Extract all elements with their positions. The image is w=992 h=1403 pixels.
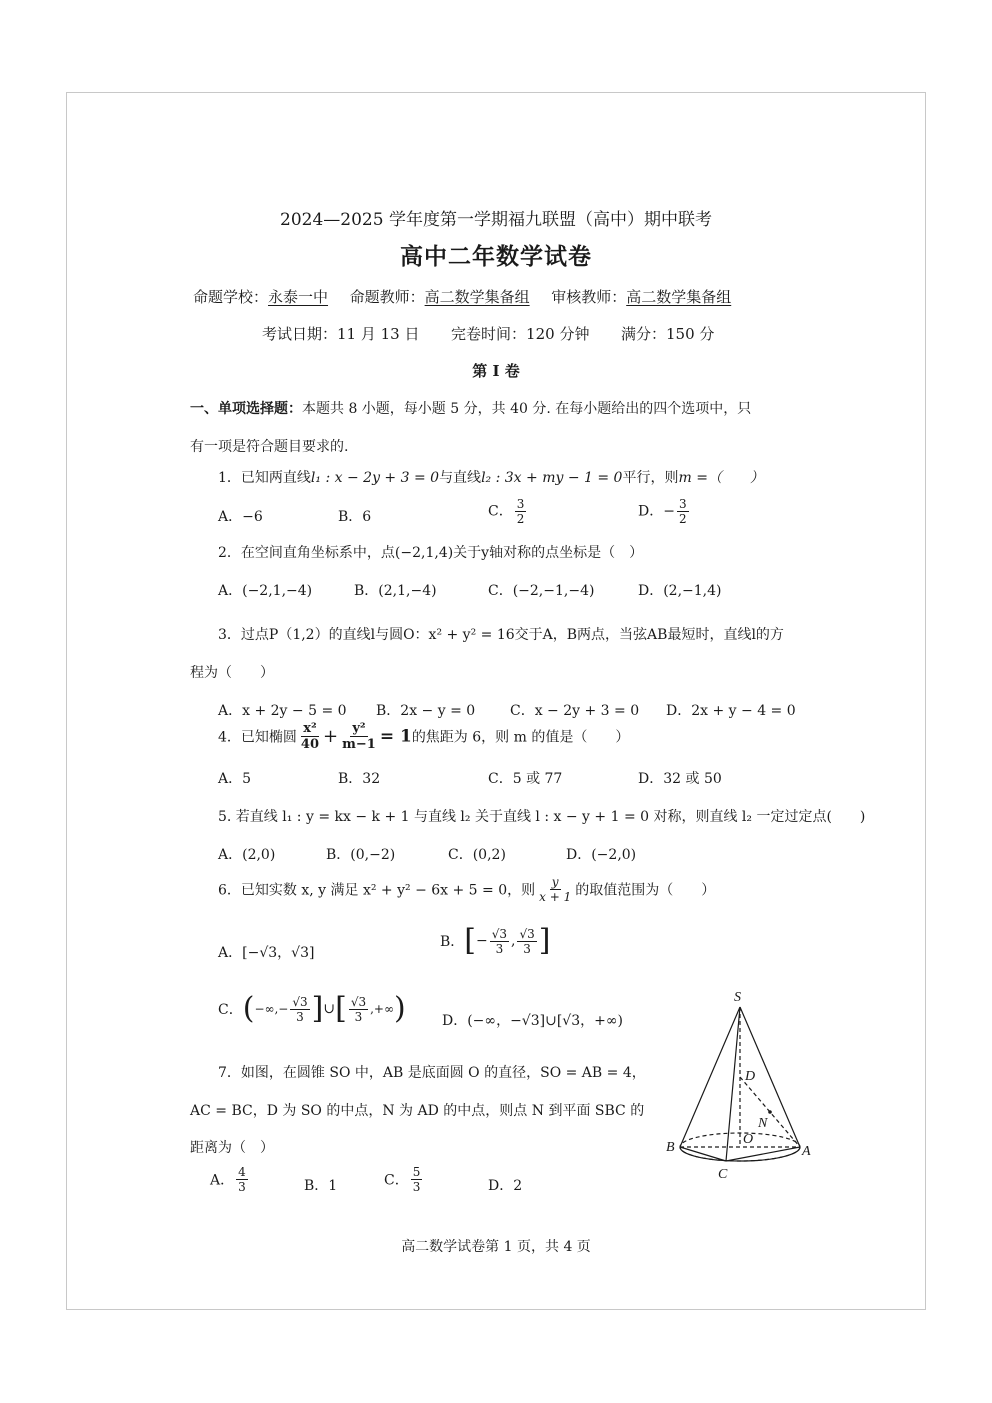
q4-option-c: C．5 或 77 (488, 771, 563, 787)
q1-c-fraction (515, 498, 527, 525)
q1-ask: m =（ ） (678, 470, 764, 486)
q3-option-c: C．x − 2y + 3 = 0 (510, 703, 640, 719)
question-1 (218, 467, 764, 487)
q1-d-num: 3 (678, 497, 687, 511)
q7-option-c (384, 1166, 424, 1193)
q4-plus: + (323, 726, 339, 747)
question-4 (218, 722, 629, 751)
section-title: 一、单项选择题： (190, 401, 302, 417)
q6-text-b: 的取值范围为（ ） (575, 882, 716, 899)
q7-a-fraction (236, 1166, 248, 1193)
q7-c-label: C． (384, 1172, 409, 1189)
q6-c-left: −∞,− (254, 1002, 289, 1016)
q6-c-rbracket: ] (311, 991, 324, 1026)
q5-option-b: B．(0,−2) (326, 847, 396, 863)
q1-option-c (488, 498, 528, 525)
q3-option-d: D．2x + y − 4 = 0 (666, 703, 796, 719)
q2-option-a: A．(−2,1,−4) (218, 583, 313, 599)
q4-f2-den: m−1 (342, 737, 376, 752)
q6-c-lparen: ( (242, 991, 255, 1026)
q1-c-num: 3 (516, 497, 525, 511)
q1-line1: l₁ : x − 2y + 3 = 0 (310, 470, 440, 486)
q6-f-num: y (551, 875, 559, 889)
q1-c-den: 2 (516, 512, 525, 526)
q6-option-a (218, 942, 314, 962)
edge-SB (680, 1007, 740, 1147)
q7-a-den: 3 (238, 1180, 246, 1194)
q1-text-c: 平行，则 (622, 470, 679, 486)
teacher-label: 命题教师： (349, 288, 425, 306)
exam-meta (262, 323, 714, 344)
volume-title: 第 I 卷 (472, 362, 520, 380)
q6-c-n2: √3 (350, 994, 367, 1009)
q6-b-lbracket: [ (464, 923, 477, 958)
exam-title: 2024—2025 学年度第一学期福九联盟（高中）期中联考 (280, 210, 712, 230)
q6-b-n1: √3 (491, 926, 508, 941)
q1-c-label: C． (488, 503, 513, 520)
q7-c-den: 3 (412, 1180, 421, 1194)
label-C: C (718, 1167, 728, 1182)
label-B: B (666, 1140, 675, 1155)
q6-c-label: C． (218, 1002, 243, 1018)
q4-text-a: 4．已知椭圆 (218, 729, 297, 746)
q6-b-rbracket: ] (538, 923, 551, 958)
q6-c-frac2 (349, 996, 368, 1023)
q4-f1-den: 40 (300, 737, 320, 752)
q4-eq: = 1 (379, 726, 412, 747)
reviewer-label: 审核教师： (551, 288, 627, 306)
edge-SC (726, 1007, 740, 1161)
q6-b-d1: 3 (495, 941, 504, 956)
school-label: 命题学校： (193, 288, 269, 306)
q6-fraction (537, 876, 573, 903)
q1-option-b: B．6 (338, 509, 372, 525)
label-A: A (802, 1144, 811, 1159)
section-heading (190, 398, 751, 418)
q4-option-a: A．5 (218, 771, 252, 787)
page-footer: 高二数学试卷第 1 页，共 4 页 (401, 1239, 591, 1255)
q5-option-d: D．(−2,0) (566, 847, 637, 863)
q1-option-a: A．−6 (218, 509, 263, 525)
q5-option-c: C．(0,2) (448, 847, 506, 863)
q4-fraction-2 (340, 722, 378, 751)
q7-a-label: A． (210, 1172, 235, 1189)
q6-a-label: A． (218, 945, 243, 961)
school-value: 永泰一中 (268, 288, 329, 306)
q6-c-d2: 3 (354, 1009, 363, 1024)
q7-a-num: 4 (238, 1165, 246, 1179)
question-5: 5. 若直线 l₁ : y = kx − k + 1 与直线 l₂ 关于直线 l : x − y + 1 = 0 对称，则直线 l₂ 一定过定点( ) (218, 809, 866, 825)
q6-c-rparen: ) (393, 991, 406, 1026)
q6-b-label: B． (440, 934, 465, 950)
q4-f2-num: y² (352, 721, 366, 736)
teacher-value: 高二数学集备组 (424, 288, 530, 306)
q2-option-c: C．(−2,−1,−4) (488, 583, 595, 599)
q2-option-b: B．(2,1,−4) (354, 583, 437, 599)
q6-b-n2: √3 (519, 926, 535, 941)
reviewer-value: 高二数学集备组 (626, 288, 732, 306)
q7-option-d: D．2 (488, 1178, 523, 1194)
exam-score: 满分：150 分 (621, 325, 715, 343)
q1-line2: l₂ : 3x + my − 1 = 0 (481, 470, 623, 486)
q1-text-b: 与直线 (439, 470, 482, 486)
q6-c-frac1 (290, 996, 309, 1023)
q6-option-d: D．(−∞，−√3]∪[√3，+∞) (442, 1013, 623, 1029)
q6-c-lbracket: [ (335, 991, 347, 1026)
q1-d-label: D．− (638, 503, 675, 520)
q5-option-a: A．(2,0) (218, 847, 276, 863)
cone-figure (660, 985, 820, 1185)
question-3: 3．过点P（1,2）的直线l与圆O：x² + y² = 16交于A，B两点，当弦AB最短时，直线l的方 (218, 627, 784, 643)
label-N: N (758, 1116, 768, 1131)
q1-d-den: 2 (678, 512, 687, 526)
q7-c-num: 5 (412, 1165, 421, 1179)
school-info (193, 286, 731, 307)
exam-date: 考试日期：11 月 13 日 (262, 325, 420, 343)
q6-f-den: x + 1 (539, 890, 572, 904)
q6-option-b: B．[− $\frac{√3}{3}$ , $\frac{√3}{3}$ ] (440, 923, 551, 958)
q1-text-a: 1．已知两直线 (218, 470, 311, 486)
q6-c-n1: √3 (292, 994, 308, 1009)
q6-text-a: 6．已知实数 x, y 满足 x² + y² − 6x + 5 = 0，则 (218, 882, 536, 899)
q3-option-b: B．2x − y = 0 (376, 703, 476, 719)
q7-c-fraction (411, 1166, 423, 1193)
paper-title: 高中二年数学试卷 (400, 243, 592, 270)
section-desc-2: 有一项是符合题目要求的. (190, 439, 349, 455)
label-S: S (734, 990, 741, 1005)
question-2: 2．在空间直角坐标系中，点(−2,1,4)关于y轴对称的点坐标是（ ） (218, 545, 644, 561)
label-O: O (743, 1132, 754, 1147)
q4-option-b: B．32 (338, 771, 381, 787)
chord-CA (726, 1147, 800, 1161)
q6-b-d2: 3 (523, 941, 531, 956)
q4-fraction-1 (299, 722, 321, 751)
q6-b-frac1 (490, 928, 509, 955)
q2-option-d: D．(2,−1,4) (638, 583, 722, 599)
q6-a-value: [−√3，√3] (242, 945, 315, 961)
q3-option-a: A．x + 2y − 5 = 0 (218, 703, 347, 719)
q1-d-fraction (677, 498, 689, 525)
label-D: D (745, 1069, 756, 1084)
q4-text-b: 的焦距为 6，则 m 的值是（ ） (411, 729, 630, 746)
q6-b-frac2 (517, 928, 536, 955)
question-6 (218, 876, 715, 903)
q6-option-c (218, 991, 406, 1026)
q4-option-d: D．32 或 50 (638, 771, 722, 787)
q7-option-b: B．1 (304, 1178, 338, 1194)
section-desc-1: 本题共 8 小题，每小题 5 分，共 40 分. 在每小题给出的四个选项中，只 (302, 401, 752, 417)
q6-c-cup: ∪ (323, 1001, 336, 1017)
question-7: 7．如图，在圆锥 SO 中，AB 是底面圆 O 的直径，SO = AB = 4， (218, 1065, 646, 1081)
exam-duration: 完卷时间：120 分钟 (451, 325, 590, 343)
question-3-cont: 程为（ ） (190, 665, 274, 681)
question-7-line3: 距离为（ ） (190, 1140, 274, 1156)
question-7-line2: AC = BC，D 为 SO 的中点，N 为 AD 的中点，则点 N 到平面 SBC 的 (190, 1103, 645, 1119)
q7-option-a (210, 1166, 250, 1193)
point-N (768, 1110, 772, 1114)
q6-c-d1: 3 (296, 1009, 304, 1024)
q1-option-d (638, 498, 691, 525)
q4-f1-num: x² (303, 721, 317, 736)
q6-c-right: ,+∞ (370, 1002, 394, 1016)
